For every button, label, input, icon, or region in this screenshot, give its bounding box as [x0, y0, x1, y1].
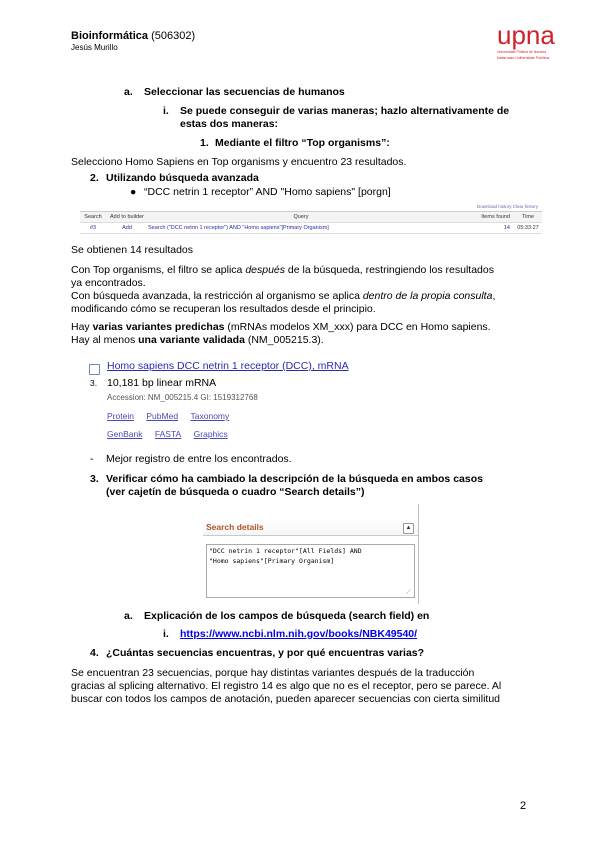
course-code: (506302) — [151, 30, 196, 42]
text-segment-bold: una variante validada — [138, 334, 245, 346]
genbank-link[interactable]: GenBank — [107, 429, 143, 439]
text-segment: Hay — [71, 321, 93, 333]
course-title: Bioinformática — [71, 30, 149, 42]
checkbox-box[interactable] — [89, 364, 100, 375]
time-value: 05:33:27 — [517, 225, 539, 231]
paragraph-compare-2: ya encontrados. — [71, 277, 146, 289]
search-details-textarea[interactable] — [206, 544, 415, 598]
text-segment: (NM_005215.3). — [244, 334, 324, 346]
paragraph-final-3: buscar con todos los campos de anotación, pueden aparecer secuencias con cierta similitud — [71, 693, 500, 705]
item-4-text: ¿Cuántas secuencias encuentras, y por qué encuentras varias? — [106, 647, 425, 659]
paragraph-compare-1 — [71, 264, 494, 277]
search-details-title: Search details — [206, 522, 264, 532]
query-link[interactable]: Search ("DCC netrin 1 receptor") AND "Homo sapiens"[Primary Organism] — [148, 225, 329, 231]
add-link[interactable]: Add — [122, 225, 132, 231]
paragraph-compare-4: modificando cómo se recuperan los resultados desde el principio. — [71, 303, 376, 315]
item-3-label: 3. — [90, 473, 99, 485]
paragraph-14-results: Se obtienen 14 resultados — [71, 244, 194, 256]
item-i-text-1: Se puede conseguir de varias maneras; hazlo alternativamente de — [180, 105, 510, 117]
page-number: 2 — [520, 800, 527, 812]
col-search: Search — [84, 214, 102, 220]
search-number-link[interactable]: #3 — [89, 225, 97, 231]
record-number: 3. — [90, 378, 98, 388]
paragraph-final-1: Se encuentran 23 secuencias, porque hay distintas variantes después de la traducción — [71, 667, 475, 679]
history-top-bar — [80, 205, 542, 212]
table-header-row — [80, 212, 542, 223]
text-segment: Hay al menos — [71, 334, 139, 346]
record-links-row-2 — [107, 424, 236, 442]
search-details-header — [203, 519, 418, 536]
paragraph-compare-3 — [71, 290, 495, 303]
resize-grip-icon[interactable]: ⟋ — [406, 588, 411, 596]
record-accession: Accession: NM_005215.4 GI: 1519312768 — [107, 393, 258, 402]
paragraph-final-2: gracias al splicing alternativo. El registro 14 es algo que no es el receptor, pero se parece. Al — [71, 680, 502, 692]
author-name: Jesús Murillo — [71, 43, 118, 52]
col-query: Query — [293, 214, 309, 220]
history-actions[interactable]: Download history Clear history — [476, 204, 538, 209]
record-length: 10,181 bp linear mRNA — [107, 377, 217, 389]
item-i2-label: i. — [163, 628, 169, 640]
col-add-to-builder: Add to builder — [110, 214, 144, 220]
collapse-arrow-icon[interactable]: ▲ — [403, 523, 414, 534]
logo-text: upna — [497, 20, 555, 50]
text-segment-bold: varias variantes predichas — [92, 321, 225, 333]
dash-best-record: Mejor registro de entre los encontrados. — [106, 453, 292, 465]
text-segment-italic: dentro de la propia consulta — [362, 290, 493, 302]
logo-subtitle-1: Universidad Pública de Navarra — [497, 50, 547, 54]
item-1-label: 1. — [200, 137, 209, 149]
item-a2-text: Explicación de los campos de búsqueda (search field) en — [144, 610, 430, 622]
taxonomy-link[interactable]: Taxonomy — [190, 411, 230, 421]
protein-link[interactable]: Protein — [107, 411, 134, 421]
text-segment: de la búsqueda, restringiendo los resultados — [285, 264, 494, 276]
item-i-label: i. — [163, 105, 169, 117]
text-segment-italic: después — [245, 264, 286, 276]
col-items-found: Items found — [481, 214, 510, 220]
item-a2-label: a. — [124, 610, 133, 622]
bullet-dot: ● — [130, 186, 137, 198]
fasta-link[interactable]: FASTA — [154, 429, 182, 439]
upna-logo — [497, 22, 567, 66]
paragraph-variants-1 — [71, 321, 491, 334]
bullet-query: “DCC netrin 1 receptor” AND "Homo sapiens" [porgn] — [144, 186, 391, 198]
ncbi-help-link[interactable]: https://www.ncbi.nlm.nih.gov/books/NBK49540/ — [180, 628, 418, 640]
item-2-text: Utilizando búsqueda avanzada — [106, 172, 259, 184]
graphics-link[interactable]: Graphics — [193, 429, 228, 439]
item-1-text: Mediante el filtro “Top organisms”: — [215, 137, 390, 149]
item-2-label: 2. — [90, 172, 99, 184]
paragraph-variants-2 — [71, 334, 324, 347]
item-a-text: Seleccionar las secuencias de humanos — [144, 86, 345, 98]
search-history-table — [80, 205, 542, 234]
item-4-label: 4. — [90, 647, 99, 659]
items-found-link[interactable]: 14 — [503, 225, 510, 231]
item-3-text-1: Verificar cómo ha cambiado la descripción de la búsqueda en ambos casos — [106, 473, 483, 485]
logo-subtitle-2: Nafarroako Unibertsitate Publikoa — [497, 56, 550, 60]
table-row — [80, 223, 542, 234]
pubmed-link[interactable]: PubMed — [146, 411, 179, 421]
paragraph-top-organisms: Selecciono Homo Sapiens en Top organisms y encuentro 23 resultados. — [71, 156, 407, 168]
col-time: Time — [521, 214, 535, 220]
search-details-line-2: "Homo sapiens"[Primary Organism] — [209, 557, 335, 565]
item-3-text-2: (ver cajetín de búsqueda o cuadro “Search details”) — [106, 486, 365, 498]
record-title-link[interactable]: Homo sapiens DCC netrin 1 receptor (DCC), mRNA — [107, 360, 349, 372]
record-links-row-1 — [107, 406, 237, 424]
dash-bullet: - — [90, 453, 94, 465]
text-segment: (mRNAs modelos XM_xxx) para DCC en Homo sapiens. — [224, 321, 491, 333]
document-header-title — [71, 30, 195, 42]
text-segment: Con Top organisms, el filtro se aplica — [71, 264, 246, 276]
item-i-text-2: estas dos maneras: — [180, 118, 279, 130]
search-details-line-1: "DCC netrin 1 receptor"[All Fields] AND — [209, 547, 362, 555]
text-segment: Con búsqueda avanzada, la restricción al organismo se aplica — [71, 290, 363, 302]
item-a-label: a. — [124, 86, 133, 98]
search-details-panel — [203, 519, 418, 603]
divider-line — [418, 504, 419, 604]
text-segment: , — [492, 290, 496, 302]
